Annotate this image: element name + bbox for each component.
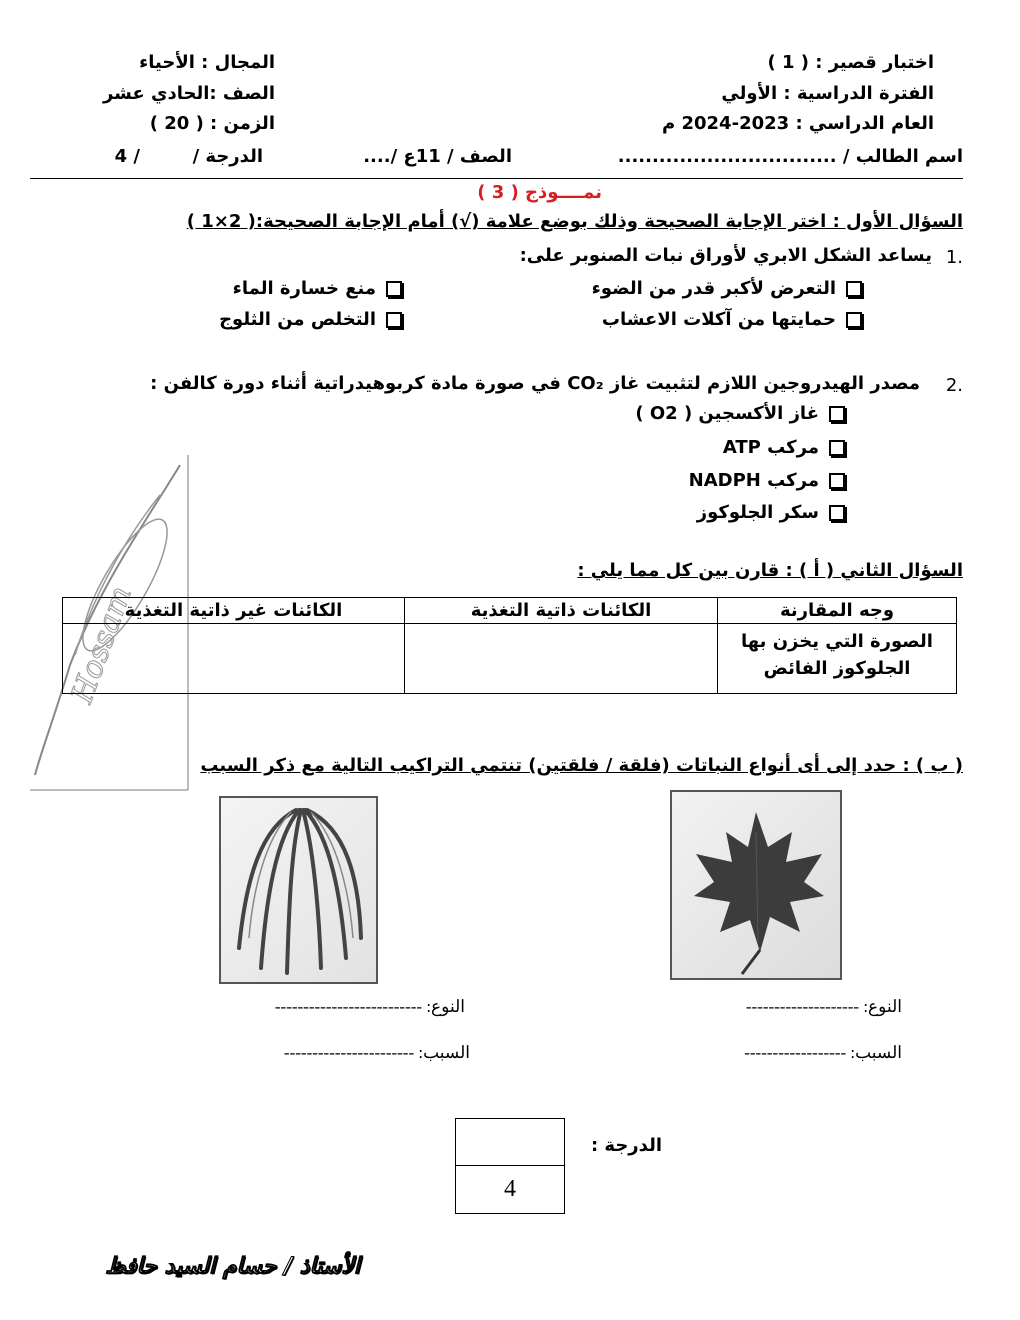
q2a-heading: السؤال الثاني ( أ ) : قارن بين كل مما يلي : [577,560,963,581]
score-total: / 4 [114,146,140,167]
q1-item2-option-c[interactable]: مركب NADPH [689,470,845,491]
checkbox-icon[interactable] [386,281,402,297]
subject: المجال : الأحياء [139,52,275,73]
q1-item1-option-c[interactable]: حمايتها من آكلات الاعشاب [602,309,862,330]
score-box-input[interactable] [456,1119,564,1166]
checkbox-icon[interactable] [846,281,862,297]
checkbox-icon[interactable] [846,312,862,328]
q2b-heading: ( ب ) : حدد إلى أى أنواع النباتات (فلقة / فلقتين) تنتمي التراكيب التالية مع ذكر السبب [200,755,963,776]
right-reason-field[interactable]: السبب: ------------------ [744,1043,902,1062]
answer-cell-heterotrophs[interactable] [63,624,405,694]
comparison-table [62,597,957,694]
q1-heading: السؤال الأول : اختر الإجابة الصحيحة وذلك بوضع علامة (√) أمام الإجابة الصحيحة:( 2×1 ) [186,211,963,232]
checkbox-icon[interactable] [829,406,845,422]
school-year: العام الدراسي : 2023-2024 م [662,113,934,134]
q1-item2-option-a[interactable]: غاز الأكسجين ( O2 ) [635,403,845,424]
maple-leaf-image [670,790,842,980]
table-header-aspect: وجه المقارنة [718,598,957,624]
model-title: نمــــوذج ( 3 ) [477,182,602,203]
table-header-heterotrophs: الكائنات غير ذاتية التغذية [63,598,405,624]
left-type-field[interactable]: النوع: -------------------------- [274,997,465,1016]
score-box-label: الدرجة : [590,1135,662,1156]
left-reason-field[interactable]: السبب: ----------------------- [283,1043,470,1062]
table-row-label: الصورة التي يخزن بها الجلوكوز الفائض [718,624,957,694]
table-header-autotrophs: الكائنات ذاتية التغذية [405,598,718,624]
checkbox-icon[interactable] [829,505,845,521]
stamp-text: Hossam [64,581,140,708]
class-field[interactable]: الصف / 11ع /.... [363,146,512,167]
q1-item2-option-b[interactable]: مركب ATP [723,437,845,458]
answer-cell-autotrophs[interactable] [405,624,718,694]
q1-item2-number: .2 [945,375,963,396]
checkbox-icon[interactable] [829,440,845,456]
right-type-field[interactable]: النوع: -------------------- [745,997,902,1016]
duration: الزمن : ( 20 ) [149,113,275,134]
score-label: الدرجة / [192,146,263,167]
checkbox-icon[interactable] [386,312,402,328]
term: الفترة الدراسية : الأولي [721,83,934,104]
score-box-value: 4 [504,1176,516,1202]
student-name-field[interactable]: اسم الطالب / ................................ [617,146,963,167]
header-divider [30,178,963,179]
q1-item1-text: يساعد الشكل الابري لأوراق نبات الصنوبر على: [519,245,932,266]
q1-item2-text: مصدر الهيدروجين اللازم لتثبيت غاز CO₂ في صورة مادة كربوهيدراتية أثناء دورة كالفن : [150,373,920,394]
leaf-icon [672,792,840,978]
q1-item1-option-a[interactable]: التعرض لأكبر قدر من الضوء [592,278,862,299]
grade-level: الصف :الحادي عشر [102,83,275,104]
grass-icon [221,798,376,982]
q1-item2-option-d[interactable]: سكر الجلوكوز [697,502,845,523]
teacher-signature: الأستاذ / حسام السيد حافظ [105,1253,360,1279]
q1-item1-option-d[interactable]: التخلص من الثلوج [219,309,402,330]
score-box [455,1118,565,1214]
quiz-number: اختبار قصير : ( 1 ) [767,52,934,73]
checkbox-icon[interactable] [829,473,845,489]
q1-item1-option-b[interactable]: منع خسارة الماء [233,278,402,299]
q1-item1-number: .1 [945,247,963,268]
parallel-leaves-image [219,796,378,984]
